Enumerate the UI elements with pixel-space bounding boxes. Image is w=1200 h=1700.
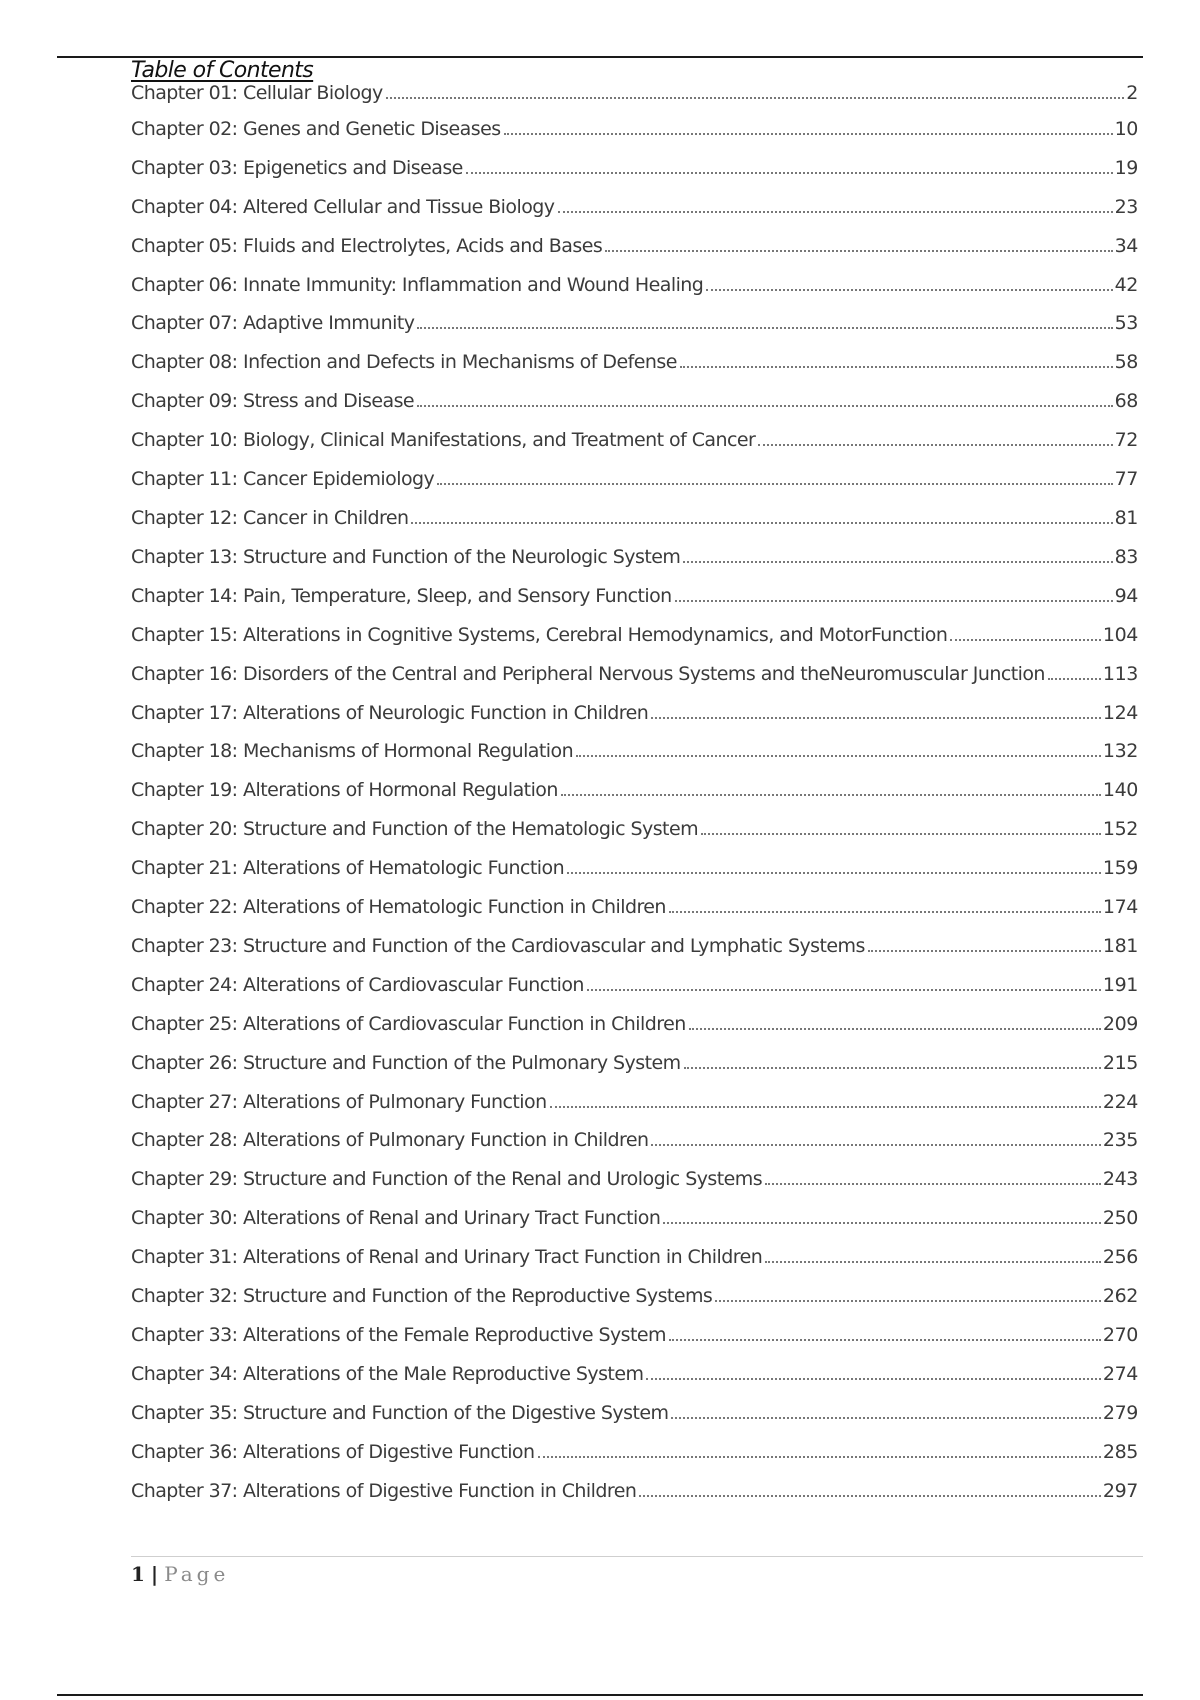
toc-entry[interactable]	[131, 889, 1138, 928]
toc-entry-page: 113	[1102, 662, 1138, 685]
toc-entry[interactable]	[131, 1395, 1138, 1434]
toc-entry-label: Chapter 33: Alterations of the Female Reproductive System	[131, 1324, 667, 1346]
toc-entry-label: Chapter 31: Alterations of Renal and Urinary Tract Function in Children	[131, 1246, 763, 1269]
toc-dot-leader	[950, 639, 1101, 641]
toc-entry[interactable]	[131, 850, 1138, 889]
toc-entry-page: 42	[1114, 273, 1138, 296]
toc-entry[interactable]	[131, 578, 1138, 617]
toc-entry-label: Chapter 03: Epigenetics and Disease	[131, 156, 463, 179]
toc-entry[interactable]	[131, 1045, 1138, 1084]
toc-dot-leader	[868, 950, 1101, 952]
toc-entry-page: 209	[1102, 1012, 1138, 1035]
toc-entry[interactable]	[131, 189, 1138, 228]
toc-dot-leader	[576, 755, 1101, 757]
toc-entry-page: 285	[1102, 1440, 1138, 1463]
toc-entry-page: 132	[1102, 740, 1138, 763]
toc-entry[interactable]	[131, 1434, 1138, 1473]
toc-entry-page: 34	[1114, 234, 1138, 257]
toc-entry[interactable]	[131, 228, 1138, 267]
bottom-rule	[57, 1694, 1143, 1696]
toc-entry-label: Chapter 35: Structure and Function of the Digestive System	[131, 1401, 669, 1424]
toc-entry-label: Chapter 09: Stress and Disease	[131, 390, 415, 413]
toc-entry-label: Chapter 06: Innate Immunity: Inflammation and Wound Healing	[131, 273, 704, 296]
toc-entry[interactable]	[131, 267, 1138, 306]
toc-dot-leader	[715, 1300, 1101, 1302]
toc-entry[interactable]	[131, 150, 1138, 189]
toc-dot-leader	[538, 1456, 1101, 1458]
toc-dot-leader	[567, 872, 1101, 874]
toc-entry[interactable]	[131, 383, 1138, 422]
toc-entry-label: Chapter 19: Alterations of Hormonal Regulation	[131, 779, 558, 802]
toc-entry[interactable]	[131, 617, 1138, 656]
toc-dot-leader	[683, 561, 1112, 563]
toc-entry-label: Chapter 18: Mechanisms of Hormonal Regulation	[131, 740, 574, 763]
toc-entry-page: 58	[1114, 351, 1138, 374]
toc-entry[interactable]	[131, 656, 1138, 695]
toc-entry-page: 270	[1102, 1324, 1138, 1346]
toc-dot-leader	[671, 1417, 1100, 1419]
toc-dot-leader	[689, 1028, 1101, 1030]
toc-dot-leader	[663, 1222, 1101, 1224]
toc-entry-label: Chapter 13: Structure and Function of the Neurologic System	[131, 545, 681, 568]
footer-page-word: Page	[164, 1562, 230, 1586]
toc-entry-page: 262	[1102, 1285, 1138, 1308]
toc-entry[interactable]	[131, 422, 1138, 461]
toc-entry-page: 152	[1102, 818, 1138, 841]
toc-entry-page: 104	[1102, 623, 1138, 646]
toc-dot-leader	[437, 483, 1112, 485]
toc-entry-page: 10	[1114, 117, 1138, 140]
toc-entry-label: Chapter 27: Alterations of Pulmonary Function	[131, 1090, 547, 1113]
toc-dot-leader	[587, 989, 1101, 991]
toc-entry-page: 274	[1102, 1362, 1138, 1385]
toc-entry-page: 279	[1102, 1401, 1138, 1424]
toc-entry-label: Chapter 25: Alterations of Cardiovascular Function in Children	[131, 1012, 686, 1035]
toc-dot-leader	[550, 1106, 1101, 1108]
toc-entry-page: 81	[1114, 506, 1138, 529]
toc-dot-leader	[605, 250, 1112, 252]
toc-entry-page: 94	[1114, 584, 1138, 607]
toc-entry-label: Chapter 14: Pain, Temperature, Sleep, and Sensory Function	[131, 584, 672, 607]
toc-entry-label: Chapter 21: Alterations of Hematologic Function	[131, 857, 565, 880]
toc-dot-leader	[701, 833, 1101, 835]
toc-entry[interactable]	[131, 1239, 1138, 1278]
toc-entry-label: Chapter 37: Alterations of Digestive Function in Children	[131, 1479, 637, 1502]
toc-entry-label: Chapter 04: Altered Cellular and Tissue Biology	[131, 195, 555, 218]
toc-entry[interactable]	[131, 967, 1138, 1006]
toc-entry-label: Chapter 11: Cancer Epidemiology	[131, 468, 435, 491]
toc-entry-page: 174	[1102, 896, 1138, 919]
toc-entry-label: Chapter 34: Alterations of the Male Reproductive System	[131, 1362, 644, 1385]
toc-entry-page: 250	[1102, 1207, 1138, 1230]
toc-dot-leader	[684, 1067, 1101, 1069]
toc-entry-page: 181	[1102, 934, 1138, 957]
toc-entry-label: Chapter 01: Cellular Biology	[131, 82, 383, 104]
toc-entry[interactable]	[131, 500, 1138, 539]
toc-entry-page: 83	[1114, 545, 1138, 568]
toc-entry-page: 72	[1114, 429, 1138, 452]
footer-separator: |	[150, 1562, 159, 1586]
toc-entry-label: Chapter 26: Structure and Function of the Pulmonary System	[131, 1051, 681, 1074]
toc-entry-page: 191	[1102, 973, 1138, 996]
toc-dot-leader	[706, 289, 1112, 291]
toc-dot-leader	[411, 522, 1112, 524]
toc-entry-label: Chapter 20: Structure and Function of the Hematologic System	[131, 818, 699, 841]
toc-entry[interactable]	[131, 734, 1138, 773]
toc-entry-page: 2	[1126, 82, 1138, 104]
toc-entry[interactable]	[131, 344, 1138, 383]
toc-entry-label: Chapter 30: Alterations of Renal and Urinary Tract Function	[131, 1207, 661, 1230]
toc-dot-leader	[675, 600, 1113, 602]
toc-entry-page: 215	[1102, 1051, 1138, 1074]
toc-entry[interactable]	[131, 1123, 1138, 1162]
toc-entry[interactable]	[131, 1356, 1138, 1395]
toc-entry[interactable]	[131, 695, 1138, 734]
toc-dot-leader	[466, 172, 1113, 174]
toc-dot-leader	[639, 1495, 1101, 1497]
toc-entry-label: Chapter 10: Biology, Clinical Manifestations, and Treatment of Cancer	[131, 429, 756, 452]
toc-dot-leader	[1048, 678, 1101, 680]
toc-dot-leader	[765, 1183, 1101, 1185]
toc-dot-leader	[669, 1339, 1101, 1341]
toc-entry[interactable]	[131, 1006, 1138, 1045]
toc-list	[131, 84, 1138, 1512]
toc-entry-label: Chapter 36: Alterations of Digestive Function	[131, 1440, 535, 1463]
toc-entry-label: Chapter 17: Alterations of Neurologic Function in Children	[131, 701, 649, 724]
toc-entry-page: 19	[1114, 156, 1138, 179]
page-footer	[131, 1562, 229, 1586]
toc-entry-label: Chapter 02: Genes and Genetic Diseases	[131, 117, 501, 140]
toc-entry-label: Chapter 22: Alterations of Hematologic Function in Children	[131, 896, 666, 919]
toc-dot-leader	[669, 911, 1101, 913]
toc-entry-label: Chapter 08: Infection and Defects in Mechanisms of Defense	[131, 351, 677, 374]
toc-entry[interactable]	[131, 539, 1138, 578]
toc-entry[interactable]	[131, 1084, 1138, 1123]
toc-entry[interactable]	[131, 1278, 1138, 1317]
toc-entry[interactable]	[131, 928, 1138, 967]
toc-entry-label: Chapter 16: Disorders of the Central and Peripheral Nervous Systems and theNeuromuscular Junction	[131, 662, 1045, 685]
toc-entry-page: 256	[1102, 1246, 1138, 1269]
toc-entry[interactable]	[131, 1161, 1138, 1200]
toc-dot-leader	[504, 133, 1113, 135]
toc-dot-leader	[651, 717, 1101, 719]
toc-entry-page: 224	[1102, 1090, 1138, 1113]
toc-entry[interactable]	[131, 461, 1138, 500]
toc-entry-label: Chapter 05: Fluids and Electrolytes, Acids and Bases	[131, 234, 603, 257]
toc-dot-leader	[417, 327, 1112, 329]
toc-entry[interactable]	[131, 772, 1138, 811]
toc-entry-label: Chapter 15: Alterations in Cognitive Systems, Cerebral Hemodynamics, and MotorFunction	[131, 623, 948, 646]
toc-title: Table of Contents	[131, 58, 314, 83]
toc-dot-leader	[558, 211, 1113, 213]
toc-dot-leader	[765, 1261, 1101, 1263]
toc-dot-leader	[386, 97, 1125, 99]
toc-entry-label: Chapter 24: Alterations of Cardiovascular Function	[131, 973, 584, 996]
toc-entry-label: Chapter 28: Alterations of Pulmonary Function in Children	[131, 1129, 649, 1152]
toc-entry-page: 159	[1102, 857, 1138, 880]
toc-entry-label: Chapter 23: Structure and Function of the Cardiovascular and Lymphatic Systems	[131, 934, 865, 957]
toc-entry-page: 235	[1102, 1129, 1138, 1152]
toc-entry-page: 124	[1102, 701, 1138, 724]
toc-dot-leader	[758, 444, 1112, 446]
toc-entry[interactable]	[131, 84, 1138, 111]
toc-entry-label: Chapter 32: Structure and Function of the Reproductive Systems	[131, 1285, 713, 1308]
toc-entry[interactable]	[131, 1473, 1138, 1512]
toc-entry[interactable]	[131, 111, 1138, 150]
toc-entry-page: 140	[1102, 779, 1138, 802]
toc-entry-label: Chapter 29: Structure and Function of the Renal and Urologic Systems	[131, 1168, 763, 1191]
toc-dot-leader	[561, 794, 1101, 796]
toc-entry-page: 77	[1114, 468, 1138, 491]
footer-rule	[131, 1556, 1143, 1557]
toc-entry-label: Chapter 12: Cancer in Children	[131, 506, 409, 529]
toc-entry-page: 23	[1114, 195, 1138, 218]
toc-dot-leader	[646, 1378, 1101, 1380]
toc-entry-page: 243	[1102, 1168, 1138, 1191]
toc-entry-label: Chapter 07: Adaptive Immunity	[131, 312, 415, 335]
toc-entry[interactable]	[131, 811, 1138, 850]
toc-entry-page: 53	[1114, 312, 1138, 335]
toc-dot-leader	[651, 1144, 1100, 1146]
toc-entry-page: 68	[1114, 390, 1138, 413]
toc-dot-leader	[417, 405, 1113, 407]
toc-dot-leader	[680, 366, 1113, 368]
toc-entry[interactable]	[131, 1200, 1138, 1239]
toc-entry[interactable]	[131, 1317, 1138, 1356]
footer-page-number: 1	[131, 1562, 145, 1586]
toc-entry-page: 297	[1102, 1479, 1138, 1502]
toc-entry[interactable]	[131, 306, 1138, 345]
